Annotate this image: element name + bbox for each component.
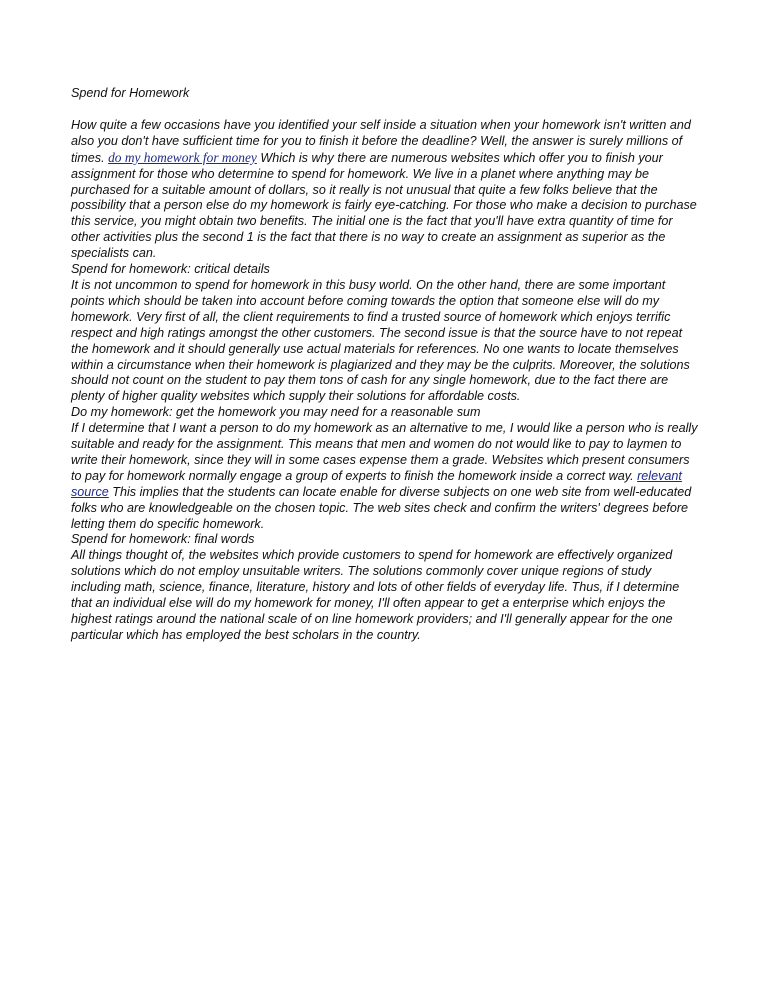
reasonable-sum-paragraph <box>71 421 701 532</box>
document-title: Spend for Homework <box>71 86 190 100</box>
intro-text-before-link: How quite a few occasions have you identified your self inside a situation when your homework isn't written and also you don't have sufficient time for you to finish it before the deadline? Well, the answer is surely millions of times. <box>71 117 691 165</box>
reasonable-sum-text-before-link: If I determine that I want a person to do my homework as an alternative to me, I would like a person who is really suitable and ready for the assignment. This means that men and women do not would like to pay to laymen to write their homework, since they will in some cases expense them a grade. Websites which present consumers to pay for homework normally engage a group of experts to finish the homework inside a correct way. <box>71 421 698 483</box>
critical-details-paragraph: It is not uncommon to spend for homework in this busy world. On the other hand, there are some important points which should be taken into account before coming towards the option that someone else will do my homework. Very first of all, the client requirements to find a trusted source of homework which enjoys terrific respect and high ratings amongst the other customers. The second issue is that the source have to not repeat the homework and it should generally use actual materials for references. No one wants to locate themselves within a circumstance when their homework is plagiarized and they may be the culprits. Moreover, the solutions should not count on the student to pay them tons of cash for any single homework, due to the fact there are plenty of higher quality websites which supply their solutions for affordable costs. <box>71 277 690 404</box>
reasonable-sum-text-after-link: This implies that the students can locate enable for diverse subjects on one web site from well-educated folks who are knowledgeable on the chosen topic. The web sites check and confirm the writers' degrees before letting them do specific homework. <box>71 484 692 531</box>
intro-paragraph <box>71 118 701 262</box>
homework-money-link[interactable]: do my homework for money <box>108 149 257 165</box>
document-page <box>71 86 701 644</box>
intro-text-after-link: Which is why there are numerous websites which offer you to finish your assignment for those who determine to spend for homework. We live in a planet where anything may be purchased for a suitable amount of dollars, so it really is not unusual that quite a few folks believe that the possibility that a person else do my homework is fairly eye-catching. For those who make a decision to purchase this service, you might obtain two benefits. The initial one is the fact that you'll have extra quantity of time for other activities plus the second 1 is the fact that there is no way to create an assignment as superior as the specialists can. <box>71 150 697 261</box>
relevant-source-link[interactable]: relevant source <box>71 468 682 499</box>
section-heading-final-words: Spend for homework: final words <box>71 532 255 547</box>
section-heading-critical-details: Spend for homework: critical details <box>71 262 270 277</box>
section-heading-reasonable-sum: Do my homework: get the homework you may need for a reasonable sum <box>71 405 481 420</box>
final-words-paragraph: All things thought of, the websites which provide customers to spend for homework are effectively organized solutions which do not employ unsuitable writers. The solutions commonly cover unique regions of study including math, science, finance, literature, history and lots of other fields of everyday life. Thus, if I determine that an individual else will do my homework for money, I'll often appear to get a enterprise which enjoys the highest ratings around the national scale of on line homework providers; and I'll generally appear for the one particular which has employed the best scholars in the country. <box>71 548 680 642</box>
